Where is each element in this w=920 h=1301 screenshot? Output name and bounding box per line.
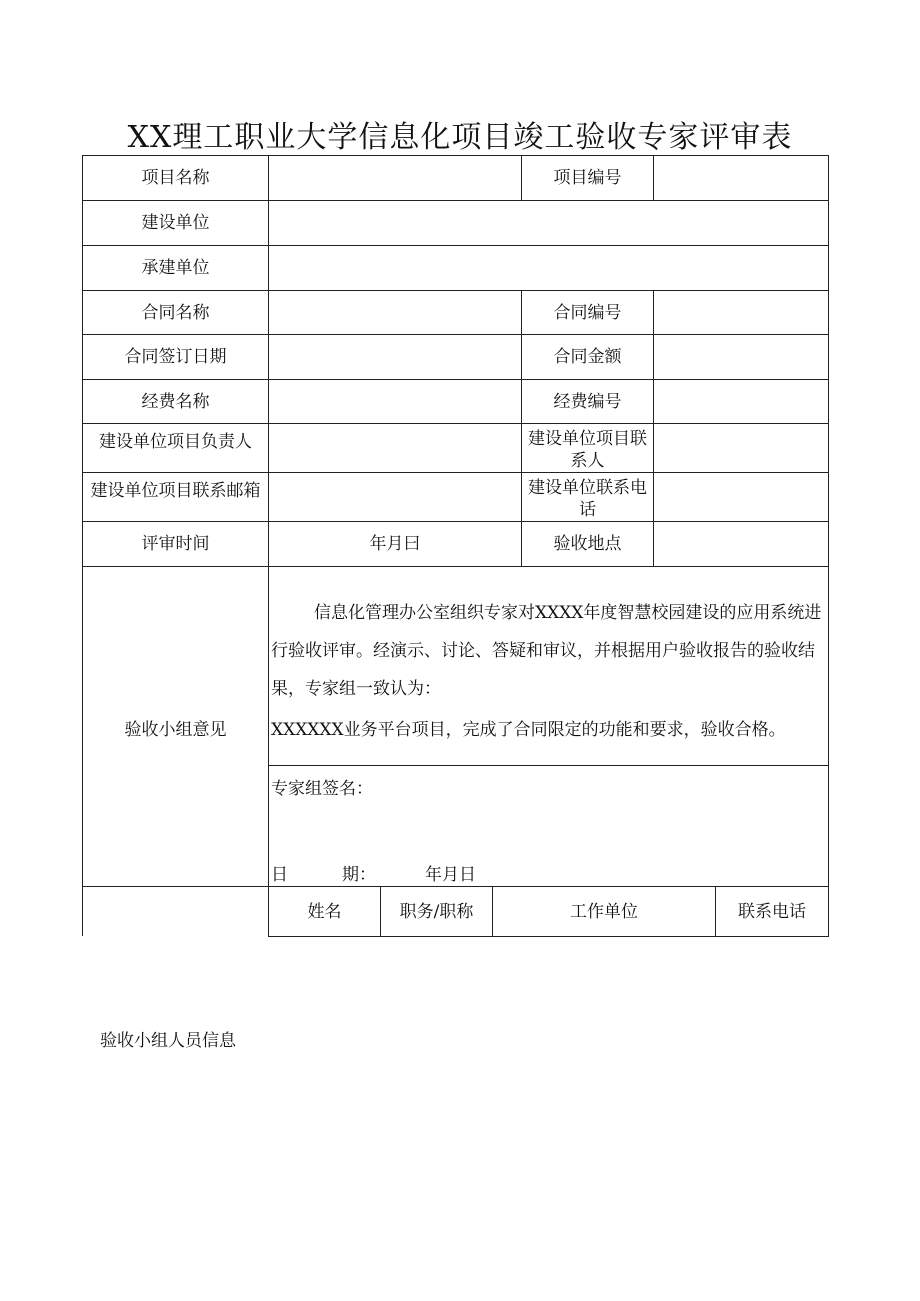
contractor-label: 承建单位: [141, 258, 210, 278]
members-header-org: 工作单位: [570, 901, 638, 922]
table-border: [82, 566, 829, 567]
place-label: 验收地点: [553, 534, 622, 554]
opinion-line-4: XXXXXX业务平台项目，完成了合同限定的功能和要求，验收合格。: [271, 720, 786, 740]
table-border: [653, 155, 654, 200]
builder-label: 建设单位: [141, 213, 210, 233]
builder-phone-label: 建设单位联系电话: [528, 478, 647, 520]
project-name-label: 项目名称: [141, 168, 210, 188]
date-label: 期：: [342, 865, 376, 885]
contract-amount-label: 合同金额: [553, 347, 622, 367]
sign-date-label: 合同签订日期: [124, 347, 227, 367]
table-border: [269, 936, 829, 937]
fund-no-label: 经费编号: [553, 391, 622, 412]
opinion-line-3: 果，专家组一致认为：: [271, 679, 441, 699]
fund-name-label: 经费名称: [141, 391, 210, 412]
members-info-caption: 验收小组人员信息: [100, 1031, 236, 1051]
members-header-name: 姓名: [307, 901, 342, 922]
opinion-line-2: 行验收评审。经演示、讨论、答疑和审议，并根据用户验收报告的验收结: [271, 641, 815, 661]
builder-lead-label: 建设单位项目负责人: [99, 432, 252, 452]
signature-label: 专家组签名：: [271, 779, 373, 799]
opinion-label: 验收小组意见: [124, 720, 227, 740]
contract-no-label: 合同编号: [553, 302, 622, 323]
builder-contact-label: 建设单位项目联系人: [528, 429, 647, 471]
page-title: XX理工职业大学信息化项目竣工验收专家评审表: [127, 120, 793, 155]
contract-name-label: 合同名称: [141, 302, 210, 323]
table-border: [653, 290, 654, 566]
builder-email-label: 建设单位项目联系邮箱: [90, 481, 261, 501]
members-header-title: 职务/职称: [399, 901, 474, 922]
table-border: [269, 765, 829, 766]
project-no-label: 项目编号: [553, 168, 622, 188]
opinion-line-1: 信息化管理办公室组织专家对XXXX年度智慧校园建设的应用系统进: [314, 603, 822, 623]
table-border: [828, 155, 829, 937]
members-header-phone: 联系电话: [738, 901, 806, 922]
review-time-value: 年月曰: [369, 534, 421, 554]
date-prefix: 日: [271, 865, 288, 885]
review-time-label: 评审时间: [141, 534, 210, 554]
date-value: 年月日: [425, 865, 476, 885]
